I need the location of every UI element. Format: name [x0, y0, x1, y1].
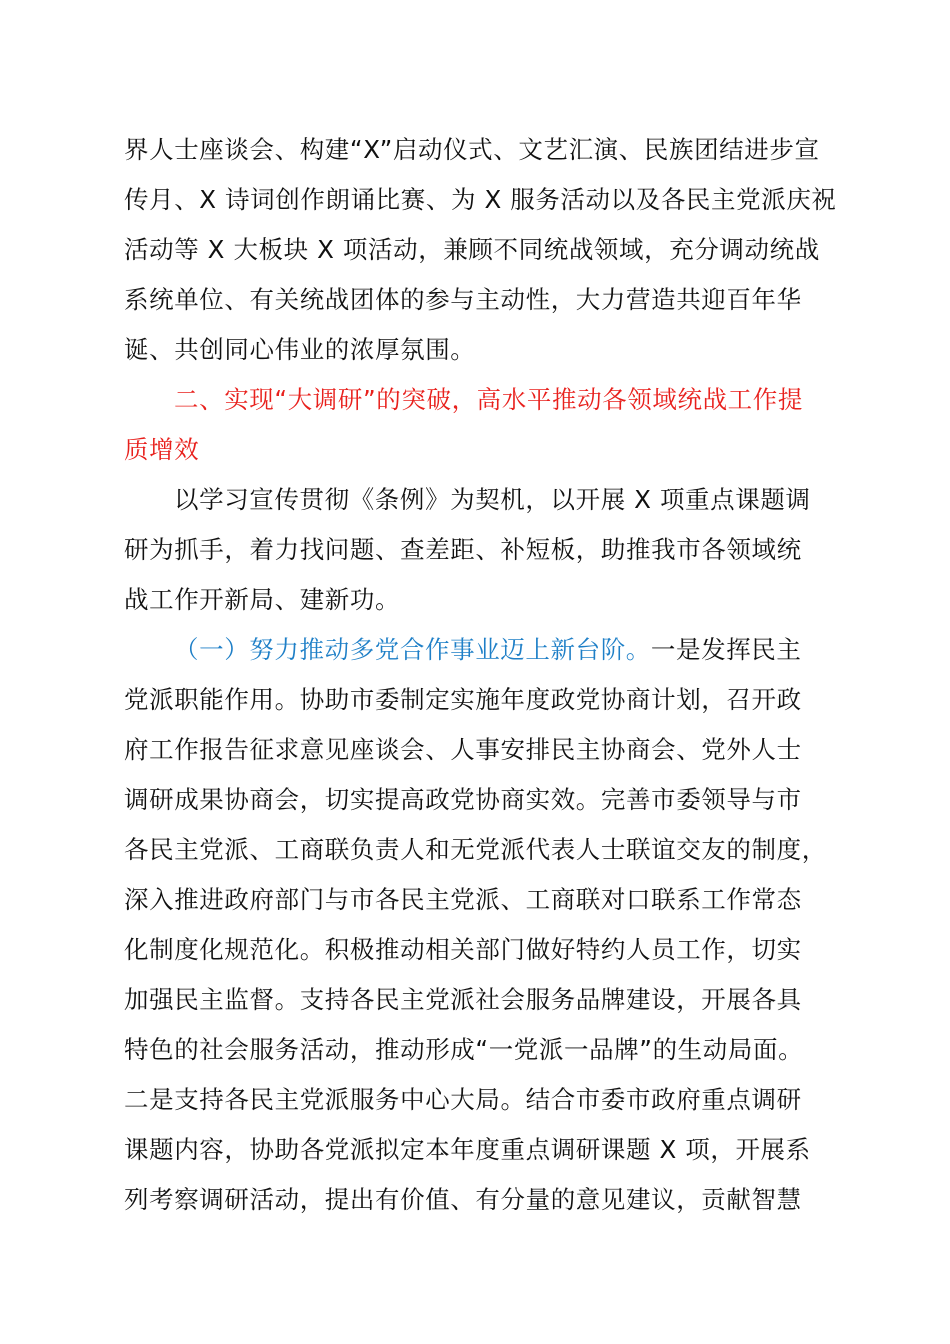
paragraph-2-line-3: 战工作开新局、建新功。 — [124, 585, 401, 614]
paragraph-2-line-2: 研为抓手，着力找问题、查差距、补短板，助推我市各领域统 — [124, 535, 802, 564]
paragraph-1-line-3: 活动等 X 大板块 X 项活动，兼顾不同统战领域，充分调动统战 — [124, 235, 820, 264]
paragraph-3-line-5: 各民主党派、工商联负责人和无党派代表人士联谊交友的制度， — [124, 835, 827, 864]
paragraph-3-line-7: 化制度化规范化。积极推动相关部门做好特约人员工作，切实 — [124, 935, 802, 964]
paragraph-1-line-1: 界人士座谈会、构建“X”启动仪式、文艺汇演、民族团结进步宣 — [124, 135, 820, 164]
paragraph-3-line-10: 二是支持各民主党派服务中心大局。结合市委市政府重点调研 — [124, 1085, 802, 1114]
paragraph-3-line-8: 加强民主监督。支持各民主党派社会服务品牌建设，开展各具 — [124, 985, 802, 1014]
paragraph-3-line-1 — [174, 634, 894, 666]
paragraph-1-line-2: 传月、X 诗词创作朗诵比赛、为 X 服务活动以及各民主党派庆祝 — [124, 185, 837, 214]
paragraph-3-line-12: 列考察调研活动，提出有价值、有分量的意见建议，贡献智慧 — [124, 1185, 802, 1214]
subheading-1: （一）努力推动多党合作事业迈上新台阶。 — [174, 635, 651, 664]
section-heading-line-1: 二、实现“大调研”的突破，高水平推动各领域统战工作提 — [174, 385, 803, 414]
paragraph-1-line-5: 诞、共创同心伟业的浓厚氛围。 — [124, 335, 476, 364]
paragraph-1-line-4: 系统单位、有关统战团体的参与主动性，大力营造共迎百年华 — [124, 285, 802, 314]
paragraph-3-line-1-rest: 一是发挥民主 — [650, 635, 802, 664]
section-heading-line-2: 质增效 — [124, 435, 200, 464]
paragraph-3-line-11: 课题内容，协助各党派拟定本年度重点调研课题 X 项，开展系 — [124, 1135, 811, 1164]
paragraph-3-line-6: 深入推进政府部门与市各民主党派、工商联对口联系工作常态 — [124, 885, 802, 914]
paragraph-3-line-2: 党派职能作用。协助市委制定实施年度政党协商计划，召开政 — [124, 685, 802, 714]
paragraph-2-line-1: 以学习宣传贯彻《条例》为契机，以开展 X 项重点课题调 — [174, 485, 811, 514]
paragraph-3-line-3: 府工作报告征求意见座谈会、人事安排民主协商会、党外人士 — [124, 735, 802, 764]
paragraph-3-line-9: 特色的社会服务活动，推动形成“一党派一品牌”的生动局面。 — [124, 1035, 804, 1064]
paragraph-3-line-4: 调研成果协商会，切实提高政党协商实效。完善市委领导与市 — [124, 785, 802, 814]
